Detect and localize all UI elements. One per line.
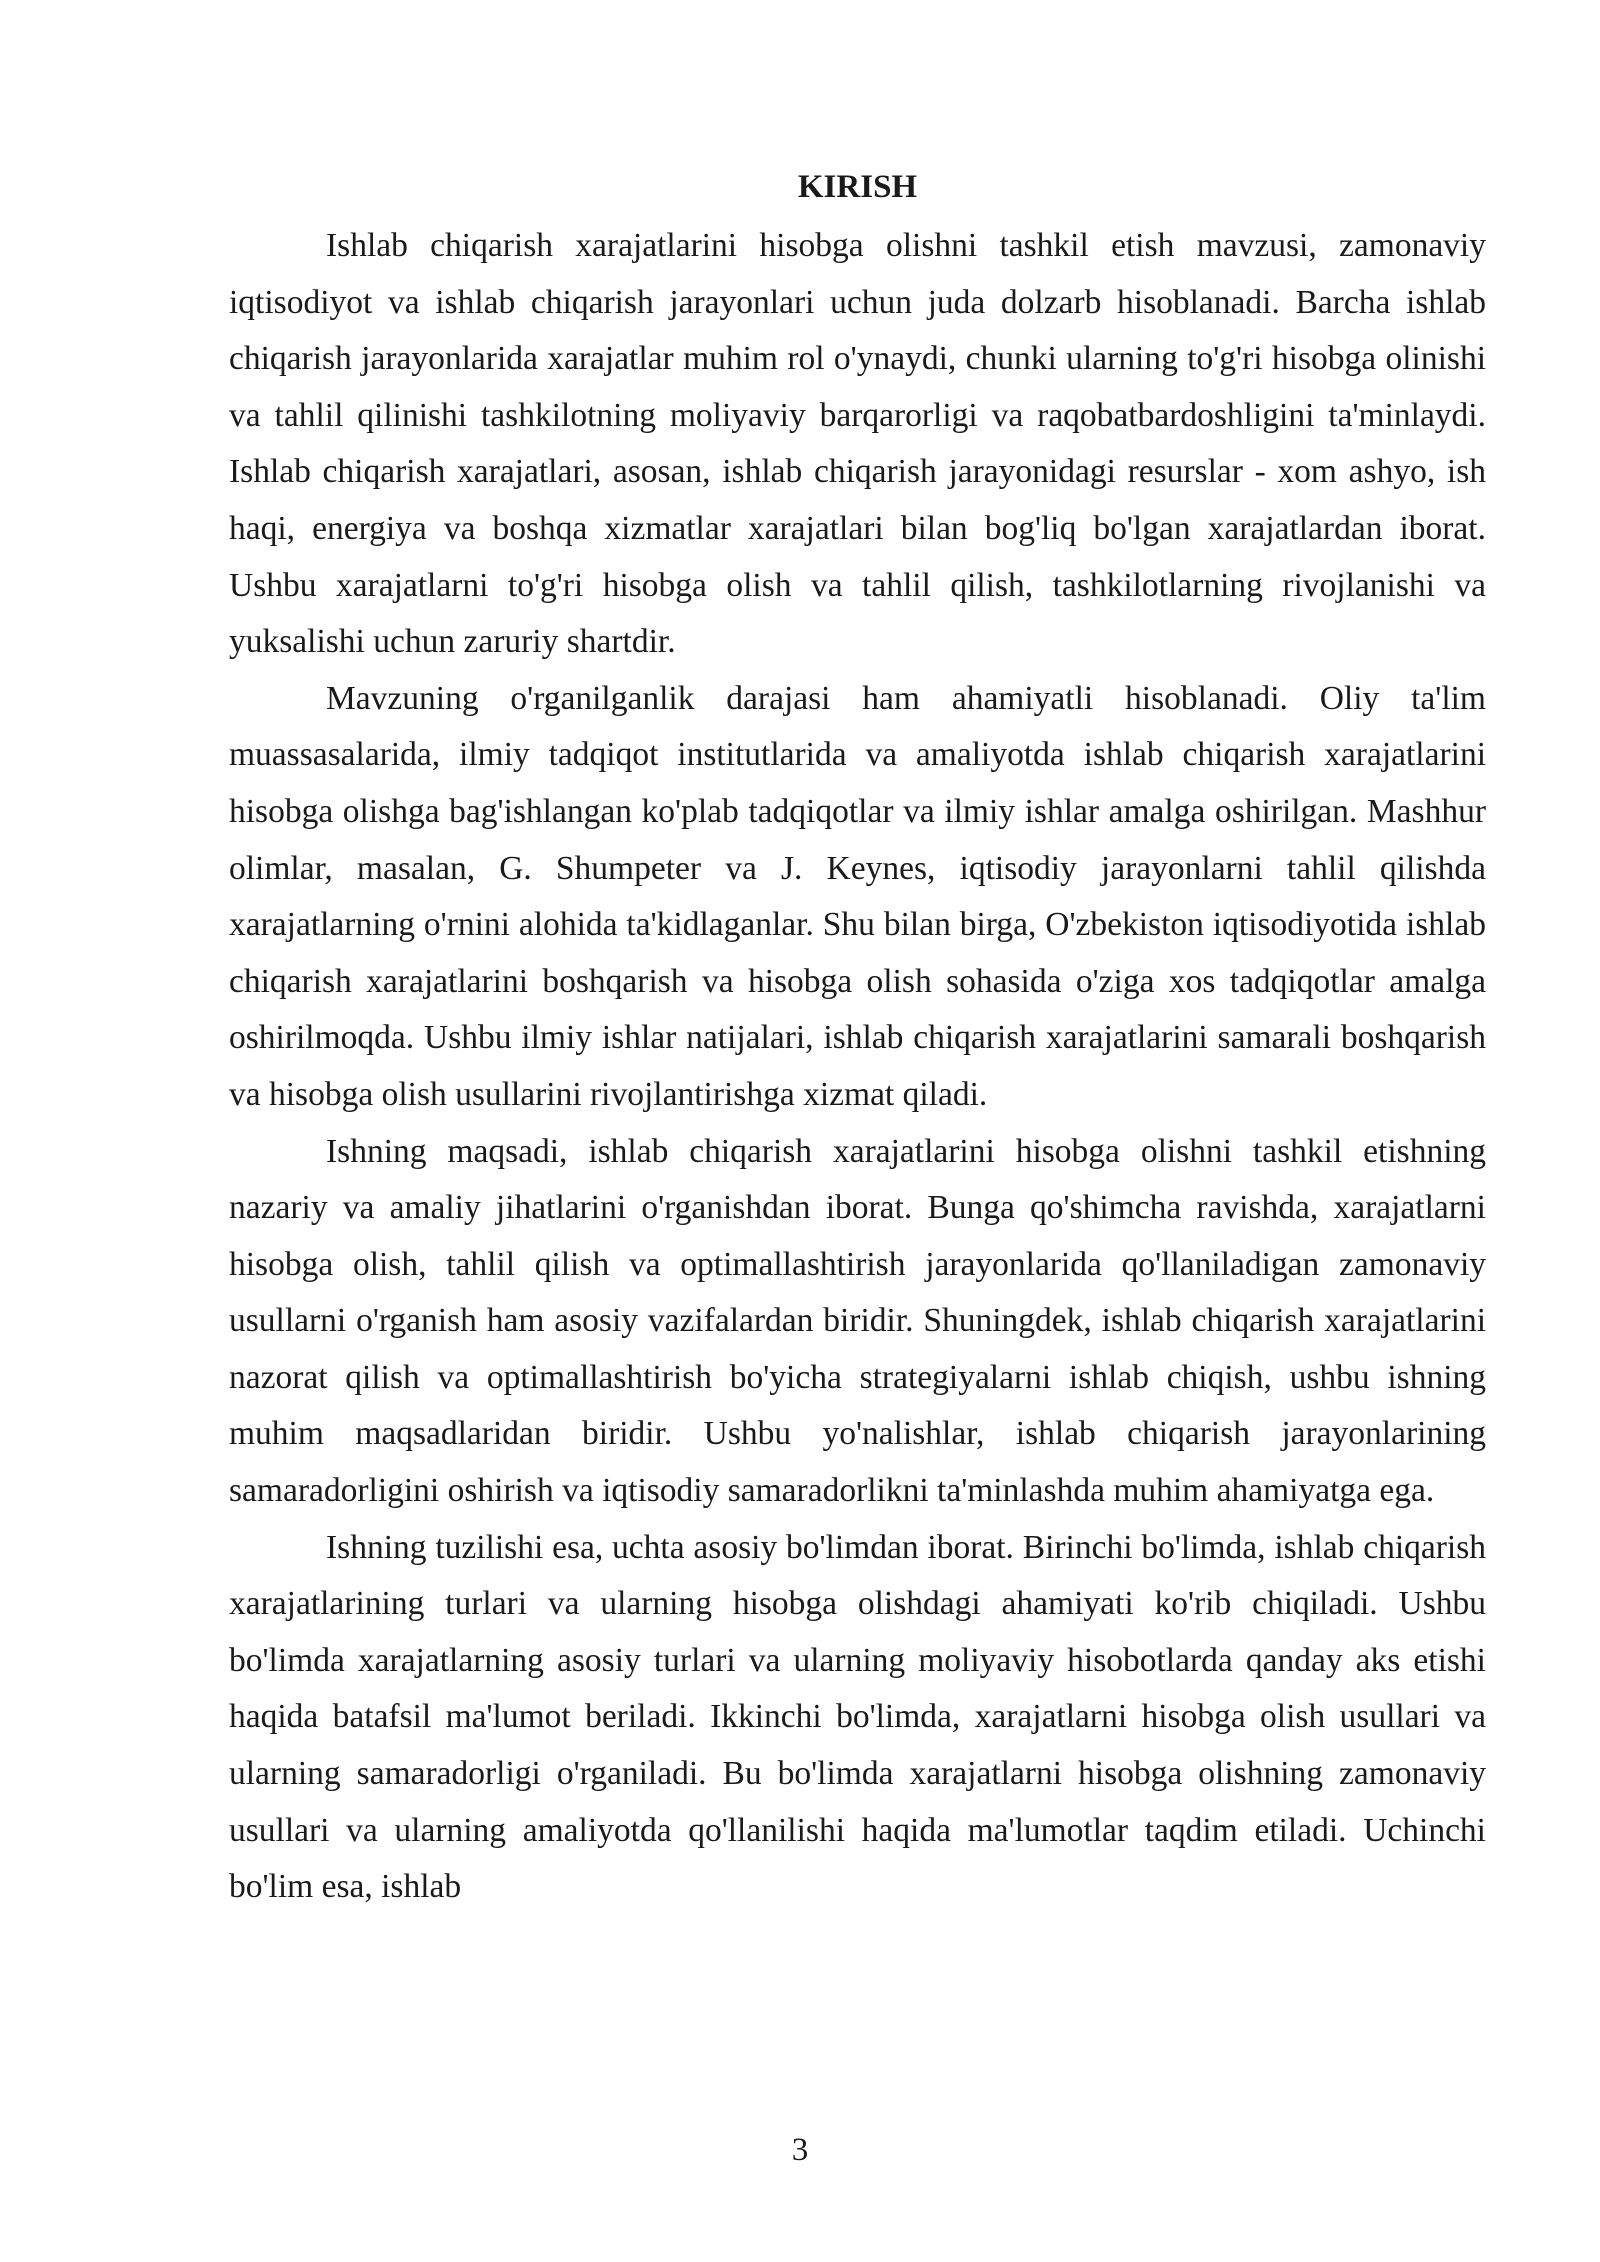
section-title: KIRISH — [797, 169, 918, 205]
paragraph-introduction: Ishlab chiqarish xarajatlarini hisobga olishni tashkil etish mavzusi, zamonaviy iqtisodiyot va ishlab chiqarish jarayonlari uchun juda dolzarb hisoblanadi. Barcha ishlab chiqarish jarayonlarida xarajatlar muhim rol o'ynaydi, chunki ularning to'g'ri hisobga olinishi va tahlil qilinishi tashkilotning moliyaviy barqarorligi va raqobatbardoshligini ta'minlaydi. Ishlab chiqarish xarajatlari, asosan, ishlab chiqarish jarayonidagi resurslar - xom ashyo, ish haqi, energiya va boshqa xizmatlar xarajatlari bilan bog'liq bo'lgan xarajatlardan iborat. Ushbu xarajatlarni to'g'ri hisobga olish va tahlil qilish, tashkilotlarning rivojlanishi va yuksalishi uchun zaruriy shartdir. — [229, 227, 1486, 661]
page-body — [229, 162, 1486, 1916]
page-number: 3 — [791, 2132, 809, 2168]
paragraph-goal: Ishning maqsadi, ishlab chiqarish xarajatlarini hisobga olishni tashkil etishning nazariy va amaliy jihatlarini o'rganishdan iborat. Bunga qo'shimcha ravishda, xarajatlarni hisobga olish, tahlil qilish va optimallashtirish jarayonlarida qo'llaniladigan zamonaviy usullarni o'rganish ham asosiy vazifalardan biridir. Shuningdek, ishlab chiqarish xarajatlarini nazorat qilish va optimallashtirish bo'yicha strategiyalarni ishlab chiqish, ushbu ishning muhim maqsadlaridan biridir. Ushbu yo'nalishlar, ishlab chiqarish jarayonlarining samaradorligini oshirish va iqtisodiy samaradorlikni ta'minlashda muhim ahamiyatga ega. — [229, 1132, 1486, 1510]
paragraph-structure: Ishning tuzilishi esa, uchta asosiy bo'limdan iborat. Birinchi bo'limda, ishlab chiqarish xarajatlarining turlari va ularning hisobga olishdagi ahamiyati ko'rib chiqiladi. Ushbu bo'limda xarajatlarning asosiy turlari va ularning moliyaviy hisobotlarda qanday aks etishi haqida batafsil ma'lumot beriladi. Ikkinchi bo'limda, xarajatlarni hisobga olish usullari va ularning samaradorligi o'rganiladi. Bu bo'limda xarajatlarni hisobga olishning zamonaviy usullari va ularning amaliyotda qo'llanilishi haqida ma'lumotlar taqdim etiladi. Uchinchi bo'lim esa, ishlab — [229, 1528, 1486, 1906]
paragraph-study-level: Mavzuning o'rganilganlik darajasi ham ahamiyatli hisoblanadi. Oliy ta'lim muassasalarida, ilmiy tadqiqot institutlarida va amaliyotda ishlab chiqarish xarajatlarini hisobga olishga bag'ishlangan ko'plab tadqiqotlar va ilmiy ishlar amalga oshirilgan. Mashhur olimlar, masalan, G. Shumpeter va J. Keynes, iqtisodiy jarayonlarni tahlil qilishda xarajatlarning o'rnini alohida ta'kidlaganlar. Shu bilan birga, O'zbekiston iqtisodiyotida ishlab chiqarish xarajatlarini boshqarish va hisobga olish sohasida o'ziga xos tadqiqotlar amalga oshirilmoqda. Ushbu ilmiy ishlar natijalari, ishlab chiqarish xarajatlarini samarali boshqarish va hisobga olish usullarini rivojlantirishga xizmat qiladi. — [229, 679, 1486, 1113]
